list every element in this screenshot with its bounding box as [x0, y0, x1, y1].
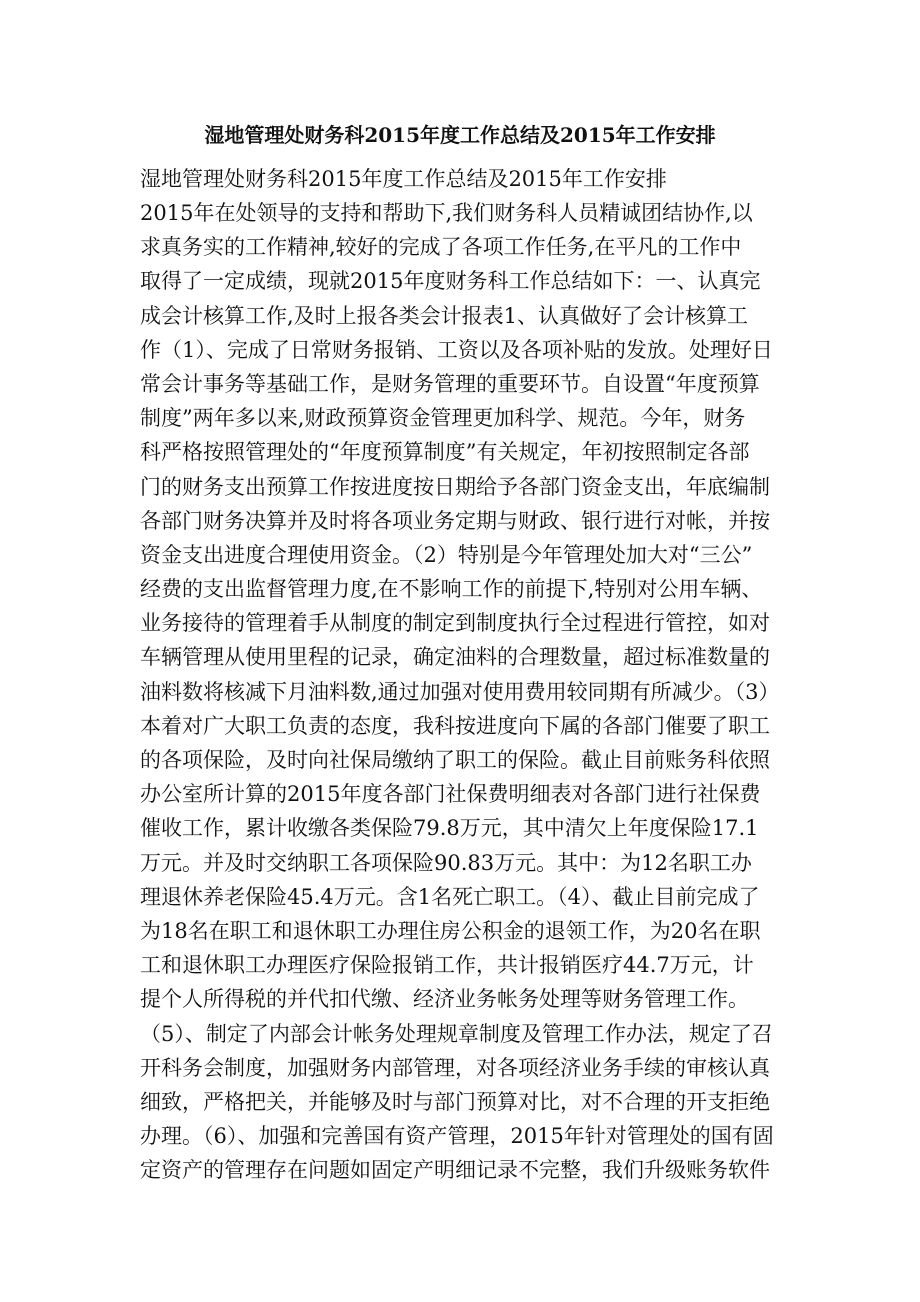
body-line: （5）、制定了内部会计帐务处理规章制度及管理工作办法，规定了召: [140, 1021, 773, 1046]
body-line: 科严格按照管理处的“年度预算制度”有关规定，年初按照制定各部: [140, 440, 750, 465]
body-line: 办理。（6）、加强和完善国有资产管理，2015年针对管理处的国有固: [140, 1124, 774, 1149]
body-line: 成会计核算工作,及时上报各类会计报表1、认真做好了会计核算工: [140, 303, 749, 328]
document-body: [140, 196, 780, 1187]
body-line: 取得了一定成绩，现就2015年度财务科工作总结如下：一、认真完: [140, 269, 761, 294]
body-line: 细致，严格把关，并能够及时与部门预算对比，对不合理的开支拒绝: [140, 1089, 770, 1114]
body-line: 求真务实的工作精神,较好的完成了各项工作任务,在平凡的工作中: [140, 235, 742, 260]
body-line: 业务接待的管理着手从制度的制定到制度执行全过程进行管控，如对: [140, 611, 770, 636]
body-line: 资金支出进度合理使用资金。（2）特别是今年管理处加大对“三公”: [140, 542, 753, 567]
body-line: 常会计事务等基础工作，是财务管理的重要环节。自设置“年度预算: [140, 371, 760, 396]
body-line: 万元。并及时交纳职工各项保险90.83万元。其中：为12名职工办: [140, 850, 752, 875]
body-line: 各部门财务决算并及时将各项业务定期与财政、银行进行对帐，并按: [140, 508, 770, 533]
body-line: 定资产的管理存在问题如固定产明细记录不完整，我们升级账务软件: [140, 1158, 770, 1183]
body-line: 门的财务支出预算工作按进度按日期给予各部门资金支出，年底编制: [140, 474, 770, 499]
body-line: 催收工作，累计收缴各类保险79.8万元，其中清欠上年度保险17.1: [140, 816, 759, 841]
body-line: 工和退休职工办理医疗保险报销工作，共计报销医疗44.7万元，计: [140, 953, 754, 978]
body-line: 理退休养老保险45.4万元。含1名死亡职工。（4）、截止目前完成了: [140, 884, 760, 909]
body-line: 2015年在处领导的支持和帮助下,我们财务科人员精诚团结协作,以: [140, 201, 753, 225]
document-title: 湿地管理处财务科2015年度工作总结及2015年工作安排: [204, 123, 716, 147]
body-line: 油料数将核减下月油料数,通过加强对使用费用较同期有所减少。（3）: [140, 679, 780, 704]
body-line: 的各项保险，及时向社保局缴纳了职工的保险。截止目前账务科依照: [140, 748, 770, 772]
body-line: 提个人所得税的并代扣代缴、经济业务帐务处理等财务管理工作。: [140, 987, 749, 1012]
body-line: 开科务会制度，加强财务内部管理，对各项经济业务手续的审核认真: [140, 1055, 770, 1080]
body-line: 经费的支出监督管理力度,在不影响工作的前提下,特别对公用车辆、: [140, 577, 763, 602]
body-line: 办公室所计算的2015年度各部门社保费明细表对各部门进行社保费: [140, 782, 761, 807]
body-line: 作（1）、完成了日常财务报销、工资以及各项补贴的发放。处理好日: [140, 337, 773, 362]
body-line: 本着对广大职工负责的态度，我科按进度向下属的各部门催要了职工: [140, 713, 770, 738]
body-line: 为18名在职工和退休职工办理住房公积金的退领工作，为20名在职: [140, 918, 761, 943]
document-subtitle: 湿地管理处财务科2015年度工作总结及2015年工作安排: [140, 167, 667, 191]
body-line: 制度”两年多以来,财政预算资金管理更加科学、规范。今年，财务: [140, 406, 746, 431]
body-line: 车辆管理从使用里程的记录，确定油料的合理数量，超过标准数量的: [140, 645, 770, 670]
